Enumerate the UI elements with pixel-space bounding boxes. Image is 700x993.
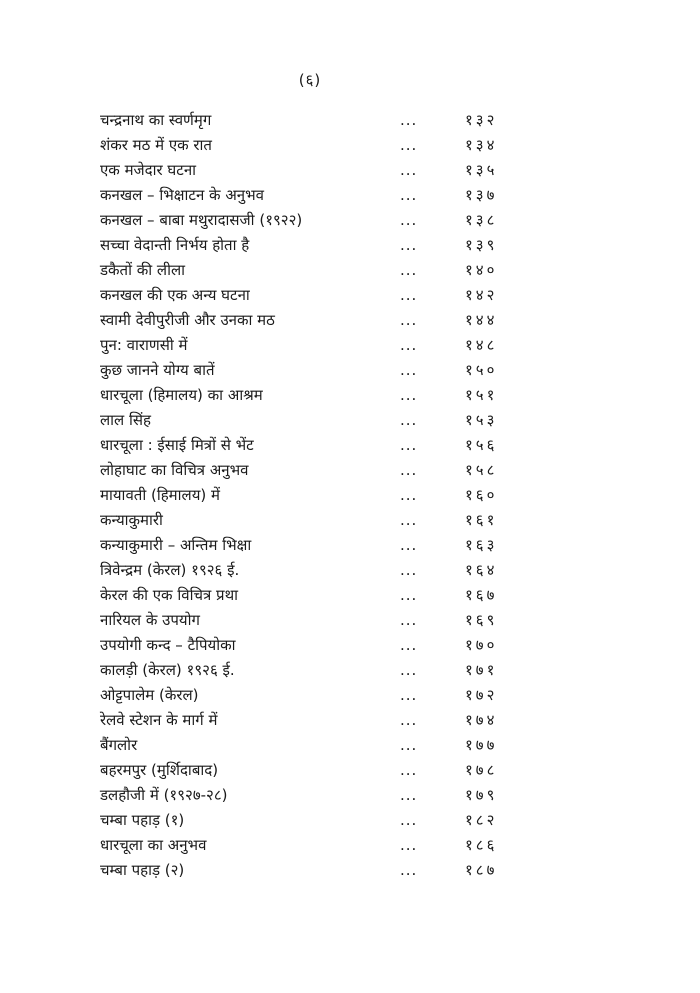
toc-entry	[100, 583, 520, 608]
toc-entry-page-number: १६१	[465, 511, 498, 529]
toc-entry-leader: ...	[400, 136, 418, 154]
toc-entry-title: पुन: वाराणसी में	[100, 336, 188, 354]
toc-entry	[100, 233, 520, 258]
toc-entry	[100, 533, 520, 558]
toc-entry-title: चम्बा पहाड़ (१)	[100, 811, 185, 829]
table-of-contents	[100, 108, 520, 883]
toc-entry-page-number: १७७	[465, 736, 498, 754]
toc-entry-page-number: १६९	[465, 611, 498, 629]
toc-entry-page-number: १३४	[465, 136, 498, 154]
toc-entry-leader: ...	[400, 586, 418, 604]
toc-entry	[100, 508, 520, 533]
toc-entry	[100, 558, 520, 583]
toc-entry-page-number: १३२	[465, 111, 498, 129]
toc-entry	[100, 458, 520, 483]
toc-entry-page-number: १७०	[465, 636, 498, 654]
toc-entry	[100, 308, 520, 333]
toc-entry-title: कनखल – बाबा मथुरादासजी (१९२२)	[100, 211, 303, 229]
toc-entry-leader: ...	[400, 461, 418, 479]
toc-entry-leader: ...	[400, 386, 418, 404]
toc-entry-title: नारियल के उपयोग	[100, 611, 200, 629]
toc-entry-page-number: १८२	[465, 811, 498, 829]
toc-entry-title: उपयोगी कन्द – टैपियोका	[100, 636, 236, 654]
toc-entry-title: लाल सिंह	[100, 411, 151, 429]
toc-entry	[100, 633, 520, 658]
toc-entry-title: धारचूला (हिमालय) का आश्रम	[100, 386, 263, 404]
toc-entry-page-number: १५६	[465, 436, 498, 454]
toc-entry-leader: ...	[400, 486, 418, 504]
toc-entry	[100, 158, 520, 183]
toc-entry-leader: ...	[400, 836, 418, 854]
toc-entry-leader: ...	[400, 711, 418, 729]
toc-entry	[100, 333, 520, 358]
toc-entry-page-number: १७२	[465, 686, 498, 704]
toc-entry-title: मायावती (हिमालय) में	[100, 486, 221, 504]
toc-entry	[100, 483, 520, 508]
toc-entry-page-number: १३८	[465, 211, 498, 229]
toc-entry	[100, 283, 520, 308]
toc-entry-title: धारचूला का अनुभव	[100, 836, 207, 854]
toc-entry-title: धारचूला : ईसाई मित्रों से भेंट	[100, 436, 254, 454]
toc-entry-page-number: १७१	[465, 661, 498, 679]
toc-entry-page-number: १६०	[465, 486, 498, 504]
toc-entry-page-number: १७४	[465, 711, 498, 729]
toc-entry-page-number: १५१	[465, 386, 498, 404]
toc-entry	[100, 433, 520, 458]
toc-entry	[100, 758, 520, 783]
toc-entry-page-number: १४२	[465, 286, 498, 304]
toc-entry-leader: ...	[400, 336, 418, 354]
toc-entry-page-number: १४०	[465, 261, 498, 279]
toc-entry-page-number: १६४	[465, 561, 498, 579]
toc-entry-title: बहरमपुर (मुर्शिदाबाद)	[100, 761, 219, 779]
toc-entry-title: चन्द्रनाथ का स्वर्णमृग	[100, 111, 212, 129]
toc-entry-leader: ...	[400, 286, 418, 304]
toc-entry	[100, 683, 520, 708]
toc-entry	[100, 408, 520, 433]
toc-entry-title: शंकर मठ में एक रात	[100, 136, 212, 154]
toc-entry-title: कुछ जानने योग्य बातें	[100, 361, 215, 379]
toc-entry-leader: ...	[400, 111, 418, 129]
toc-entry	[100, 833, 520, 858]
toc-entry	[100, 708, 520, 733]
toc-entry-page-number: १५३	[465, 411, 498, 429]
toc-entry-page-number: १८७	[465, 861, 498, 879]
toc-entry	[100, 858, 520, 883]
toc-entry-title: डलहौजी में (१९२७-२८)	[100, 786, 228, 804]
toc-entry	[100, 133, 520, 158]
toc-entry-leader: ...	[400, 761, 418, 779]
toc-entry-leader: ...	[400, 661, 418, 679]
toc-entry-leader: ...	[400, 361, 418, 379]
toc-entry-title: कालड़ी (केरल) १९२६ ई.	[100, 661, 235, 679]
toc-entry-leader: ...	[400, 861, 418, 879]
toc-entry-page-number: १३५	[465, 161, 498, 179]
toc-entry	[100, 783, 520, 808]
toc-entry-leader: ...	[400, 811, 418, 829]
toc-entry-title: चम्बा पहाड़ (२)	[100, 861, 185, 879]
toc-entry-leader: ...	[400, 611, 418, 629]
page-number: (६)	[298, 71, 322, 89]
toc-entry-title: त्रिवेन्द्रम (केरल) १९२६ ई.	[100, 561, 240, 579]
toc-entry-leader: ...	[400, 786, 418, 804]
toc-entry-leader: ...	[400, 186, 418, 204]
toc-entry-page-number: १५०	[465, 361, 498, 379]
toc-entry	[100, 808, 520, 833]
toc-entry-leader: ...	[400, 736, 418, 754]
toc-entry-leader: ...	[400, 636, 418, 654]
toc-entry-page-number: १५८	[465, 461, 498, 479]
toc-entry	[100, 608, 520, 633]
toc-entry-leader: ...	[400, 211, 418, 229]
toc-entry-leader: ...	[400, 561, 418, 579]
toc-entry-title: रेलवे स्टेशन के मार्ग में	[100, 711, 218, 729]
toc-entry-page-number: १७९	[465, 786, 498, 804]
toc-entry	[100, 108, 520, 133]
toc-entry-leader: ...	[400, 411, 418, 429]
toc-entry-title: केरल की एक विचित्र प्रथा	[100, 586, 239, 604]
toc-entry-title: डकैतों की लीला	[100, 261, 186, 279]
toc-entry-title: कन्याकुमारी	[100, 511, 163, 529]
toc-entry-page-number: १३९	[465, 236, 498, 254]
toc-entry-page-number: १४८	[465, 336, 498, 354]
toc-entry-page-number: १८६	[465, 836, 498, 854]
toc-entry-leader: ...	[400, 261, 418, 279]
toc-entry-title: बैंगलोर	[100, 736, 138, 754]
toc-entry-leader: ...	[400, 536, 418, 554]
toc-entry-page-number: १६३	[465, 536, 498, 554]
toc-entry	[100, 208, 520, 233]
toc-entry	[100, 358, 520, 383]
toc-entry	[100, 733, 520, 758]
toc-entry-title: लोहाघाट का विचित्र अनुभव	[100, 461, 249, 479]
toc-entry-title: कनखल की एक अन्य घटना	[100, 286, 250, 304]
toc-entry	[100, 658, 520, 683]
toc-entry-leader: ...	[400, 161, 418, 179]
toc-entry-leader: ...	[400, 436, 418, 454]
toc-entry-title: सच्चा वेदान्ती निर्भय होता है	[100, 236, 250, 254]
toc-entry	[100, 183, 520, 208]
toc-entry-title: कनखल – भिक्षाटन के अनुभव	[100, 186, 265, 204]
toc-entry-title: एक मजेदार घटना	[100, 161, 197, 179]
toc-entry-leader: ...	[400, 236, 418, 254]
toc-entry-page-number: १३७	[465, 186, 498, 204]
toc-entry-page-number: १७८	[465, 761, 498, 779]
toc-entry-leader: ...	[400, 311, 418, 329]
toc-entry-title: स्वामी देवीपुरीजी और उनका मठ	[100, 311, 275, 329]
toc-entry-leader: ...	[400, 686, 418, 704]
toc-entry-title: कन्याकुमारी – अन्तिम भिक्षा	[100, 536, 252, 554]
toc-entry-title: ओट्टपालेम (केरल)	[100, 686, 199, 704]
toc-entry	[100, 258, 520, 283]
toc-entry	[100, 383, 520, 408]
toc-entry-page-number: १४४	[465, 311, 498, 329]
toc-entry-page-number: १६७	[465, 586, 498, 604]
toc-entry-leader: ...	[400, 511, 418, 529]
